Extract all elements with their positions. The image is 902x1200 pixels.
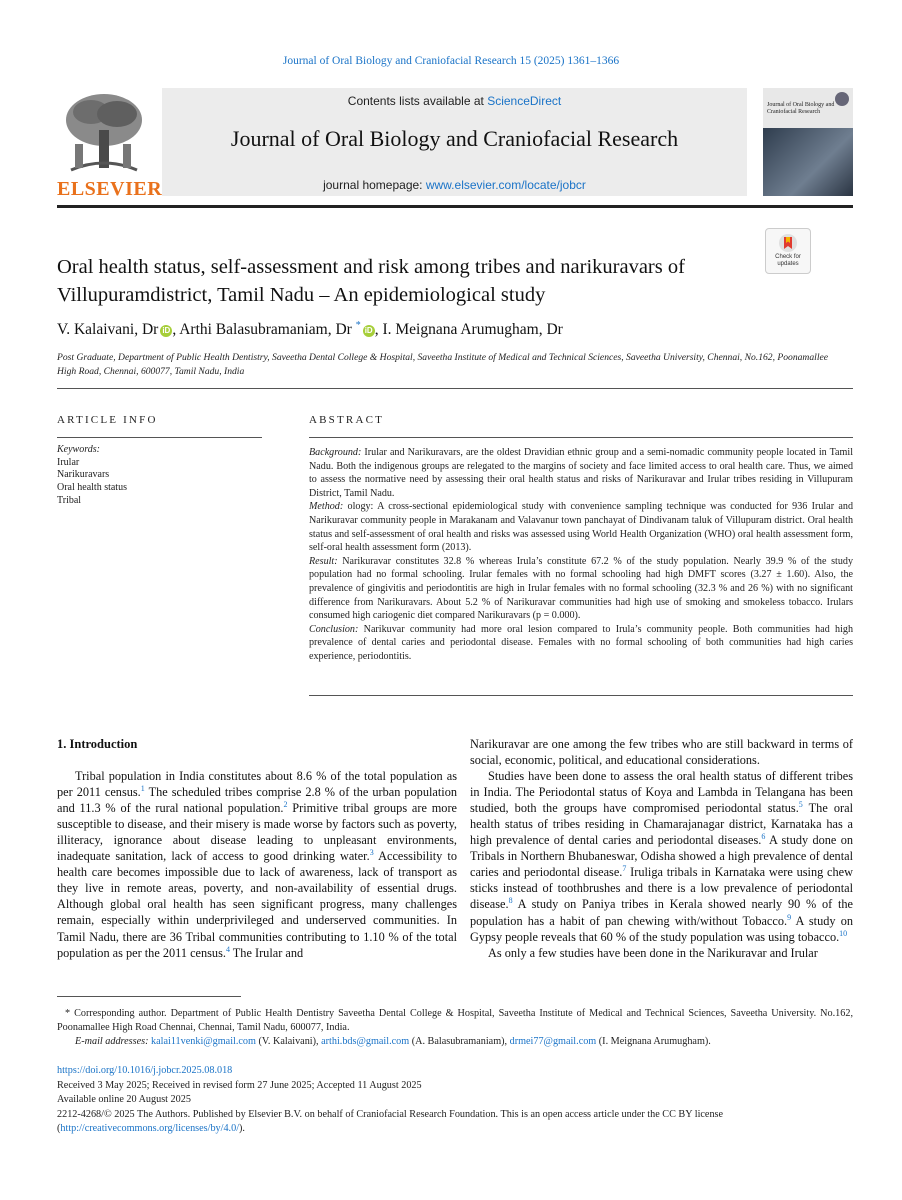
journal-citation[interactable]: Journal of Oral Biology and Craniofacial Research 15 (2025) 1361–1366 xyxy=(282,55,620,67)
keywords-block xyxy=(57,444,262,508)
conclusion-text: Narikuvar community had more oral lesion compared to Irula’s community people. Both communities had high prevalence of dental caries and periodontal disease. Females with no formal schooling of both communities had high caries experience, periodontitis. xyxy=(309,623,853,662)
article-title: Oral health status, self-assessment and risk among tribes and narikuravars of Villupuramdistrict, Tamil Nadu – An epidemiological study xyxy=(57,256,685,306)
elsevier-tree-icon xyxy=(61,90,147,174)
citation-link[interactable]: 3 xyxy=(369,848,374,858)
footnote-divider xyxy=(57,996,241,997)
text-run: A study on Paniya tribes in Kerala showed nearly 90 % of the population has a habit of pan chewing with/without Tobacco. xyxy=(470,897,853,928)
citation-link[interactable]: 7 xyxy=(622,864,627,874)
homepage-line xyxy=(162,178,747,192)
method-text: ology: A cross-sectional epidemiological study with convenience sampling technique was conducted for 936 Irular and Narikuravar community people in Marakanam and Valavanur town panchayat of Dindivanam taluk of Villupuram district. Oral health status and self-assessment of oral health and risks was assessed using World Health Organization (WHO) oral health assessment form, self-oral health assessment form (2013). xyxy=(309,501,853,554)
result-text: Narikuravar constitutes 32.8 % whereas Irula’s constitute 67.2 % of the study population. Nearly 39.9 % of the study population had no formal schooling. Irular females with no formal schooling had high DMFT scores (3.27 ± 1.60). Also, the prevalence of gingivitis and periodontitis are high in Irular females with no formal schooling (32.3 % and 26 %) with no significant difference from Narikuravars. About 5.2 % of Narikuravar communities had high use of smoking and smokeless tobacco. Irulars consumed high cariogenic diet compared Narikuravars (p = 0.000). xyxy=(309,555,853,622)
article-info-divider xyxy=(57,437,262,438)
email-link[interactable]: kalai11venki@gmail.com xyxy=(151,1036,256,1048)
background-label: Background: xyxy=(309,447,362,458)
cover-image xyxy=(763,128,853,196)
text-run: Primitive tribal groups are more susceptible to disease, and their misery is made worse by factors such as poverty, illiteracy, ignorance about disease leading to unpleasant environments, inadequate sanitation, lack of access to good drinking water. xyxy=(57,801,457,864)
body-column-right xyxy=(470,736,853,961)
sciencedirect-link[interactable]: ScienceDirect xyxy=(487,94,562,108)
text-run: The oral health status of tribes residing in Chamarajanagar district, Karnataka has a high prevalence of dental caries and periodontal diseases. xyxy=(470,801,853,848)
method-label: Method: xyxy=(309,501,344,513)
citation-link[interactable]: 5 xyxy=(798,800,803,810)
author-3[interactable]: , I. Meignana Arumugham, Dr xyxy=(374,321,563,338)
citation-link[interactable]: 4 xyxy=(225,944,230,954)
citation-link[interactable]: 6 xyxy=(761,832,766,842)
journal-banner xyxy=(162,88,747,196)
paragraph xyxy=(470,768,853,945)
cover-seal-icon xyxy=(835,92,849,106)
journal-title: Journal of Oral Biology and Craniofacial Research xyxy=(230,126,679,151)
email-owner: (V. Kalaivani), xyxy=(255,1036,322,1048)
email-link[interactable]: drmei77@gmail.com xyxy=(509,1036,597,1048)
citation-link[interactable]: 2 xyxy=(283,800,288,810)
masthead xyxy=(57,88,853,200)
abstract-conclusion xyxy=(309,623,853,664)
abstract-result xyxy=(309,555,853,623)
bookmark-icon xyxy=(778,233,798,253)
corresponding-star[interactable]: * xyxy=(355,320,361,331)
article-info-caption: ARTICLE INFO xyxy=(57,414,158,426)
publication-info xyxy=(57,1064,853,1137)
abstract-divider xyxy=(309,437,853,438)
body-column-left xyxy=(57,736,457,961)
doi-link[interactable]: https://doi.org/10.1016/j.jobcr.2025.08.018 xyxy=(57,1065,233,1076)
email-owner: (I. Meignana Arumugham). xyxy=(596,1036,711,1048)
text-run: Iruliga tribals in Karnataka were using chew sticks instead of toothbrushes and there is a low prevalence of periodontal disease. xyxy=(470,865,853,912)
text-run: Accessibility to health care becomes impossible due to lack of awareness, lack of transport as they live in remote areas, poverty, and non-availability of essential drugs. Although global oral health has seen significant progress, many challenges remain, especially within underprivileged and underserved communities. In Tamil Nadu, there are 36 Tribal communities contributing to 1.10 % of the total population as per the 2011 census. xyxy=(57,849,457,960)
citation-link[interactable]: 9 xyxy=(787,912,792,922)
cover-title: Journal of Oral Biology and Craniofacial Research xyxy=(767,102,835,115)
keyword[interactable]: Oral health status xyxy=(57,482,127,494)
text-run: A study on Gypsy people reveals that 60 % of the study population was using tobacco. xyxy=(470,913,853,944)
check-updates-label: Check for updates xyxy=(775,254,801,267)
email-owner: (A. Balasubramaniam), xyxy=(409,1036,510,1048)
corresponding-note: * Corresponding author. Department of Public Health Dentistry Saveetha Dental College & Hospital, Saveetha Institute of Medical and Technical Sciences, Saveetha University. No.162, Poonamallee High Road Chennai, Chennai, Tamil Nadu, 600077, India. xyxy=(57,1008,853,1034)
keywords-label: Keywords: xyxy=(57,444,100,455)
available-online: Available online 20 August 2025 xyxy=(57,1094,191,1106)
author-list xyxy=(57,320,847,339)
keyword[interactable]: Irular xyxy=(57,456,80,468)
intro-paragraph xyxy=(57,768,457,961)
email-line xyxy=(57,1035,853,1049)
paragraph: Narikuravar are one among the few tribes who are still backward in terms of social, economic, political, and educational considerations. xyxy=(470,737,853,768)
paragraph: As only a few studies have been done in the Narikuravar and Irular xyxy=(488,945,818,960)
orcid-icon[interactable]: iD xyxy=(162,326,171,335)
section-heading: 1. Introduction xyxy=(57,737,138,751)
contents-line xyxy=(162,94,747,108)
abstract-caption: ABSTRACT xyxy=(309,414,385,426)
abstract-end-divider xyxy=(309,695,853,696)
conclusion-label: Conclusion: xyxy=(309,623,359,635)
background-text: Irular and Narikuravars, are the oldest Dravidian ethnic group and a semi-nomadic community people located in Tamil Nadu. Both the indigenous groups are relegated to the margins of society and face limited access to oral health care. Thus, we aimed to assess the normative need by assessing their oral health status and risks of Narikuravar and Irular tribes residing in Villupuram District, Tamil Nadu. xyxy=(309,447,853,499)
affiliation: Post Graduate, Department of Public Health Dentistry, Saveetha Dental College & Hospital, Saveetha Institute of Medical and Technical Sciences, Saveetha University, Chennai, No.162, Poonamallee High Road, Chennai, 600077, Tamil Nadu, India xyxy=(57,352,828,377)
text-run: The scheduled tribes comprise 2.8 % of the urban population and 11.3 % of the rural national population. xyxy=(57,785,457,816)
result-label: Result: xyxy=(309,555,338,567)
email-label: E-mail addresses: xyxy=(75,1036,149,1048)
orcid-icon[interactable]: iD xyxy=(364,326,373,335)
license-link[interactable]: http://creativecommons.org/licenses/by/4.0/ xyxy=(60,1123,240,1135)
citation-link[interactable]: 10 xyxy=(839,928,848,938)
text-run: A study done on Tribals in Northern Bhubaneswar, Odisha showed a high prevalence of dental caries and periodontal disease. xyxy=(470,833,853,880)
citation-link[interactable]: 8 xyxy=(508,896,513,906)
keyword[interactable]: Narikuravars xyxy=(57,469,110,481)
citation-link[interactable]: 1 xyxy=(140,784,145,794)
check-for-updates-button[interactable] xyxy=(765,228,811,274)
elsevier-logo[interactable] xyxy=(57,90,163,200)
email-link[interactable]: arthi.bds@gmail.com xyxy=(321,1036,410,1048)
keyword[interactable]: Tribal xyxy=(57,494,82,506)
license-line xyxy=(57,1108,853,1137)
license-end: ). xyxy=(239,1123,245,1135)
license-text: 2212-4268/© 2025 The Authors. Published by Elsevier B.V. on behalf of Craniofacial Research Foundation. This is an open access article under the CC BY license ( xyxy=(57,1108,724,1135)
abstract-text xyxy=(309,446,853,664)
title-divider xyxy=(57,388,853,389)
header-divider xyxy=(57,205,853,208)
author-2[interactable]: , Arthi Balasubramaniam, Dr xyxy=(172,321,352,338)
elsevier-wordmark: ELSEVIER xyxy=(57,178,163,200)
text-run: The Irular and xyxy=(229,945,304,960)
text-run: Tribal population in India constitutes about 8.6 % of the total population as per 2011 census. xyxy=(57,769,457,800)
author-1[interactable]: V. Kalaivani, Dr xyxy=(57,321,159,338)
journal-cover[interactable] xyxy=(763,88,853,196)
homepage-link[interactable]: www.elsevier.com/locate/jobcr xyxy=(425,178,586,192)
cover-header xyxy=(763,88,853,128)
footnotes xyxy=(57,1007,853,1050)
text-run: Studies have been done to assess the oral health status of different tribes in India. The Periodontal status of Koya and Lambda in Telangana has been studied, both the groups have compromised periodontal status. xyxy=(470,769,853,816)
homepage-prefix: journal homepage: xyxy=(323,178,426,192)
abstract-method xyxy=(309,500,853,554)
received-dates: Received 3 May 2025; Received in revised form 27 June 2025; Accepted 11 August 2025 xyxy=(57,1079,422,1091)
abstract-background xyxy=(309,446,853,500)
contents-prefix: Contents lists available at xyxy=(347,94,488,108)
